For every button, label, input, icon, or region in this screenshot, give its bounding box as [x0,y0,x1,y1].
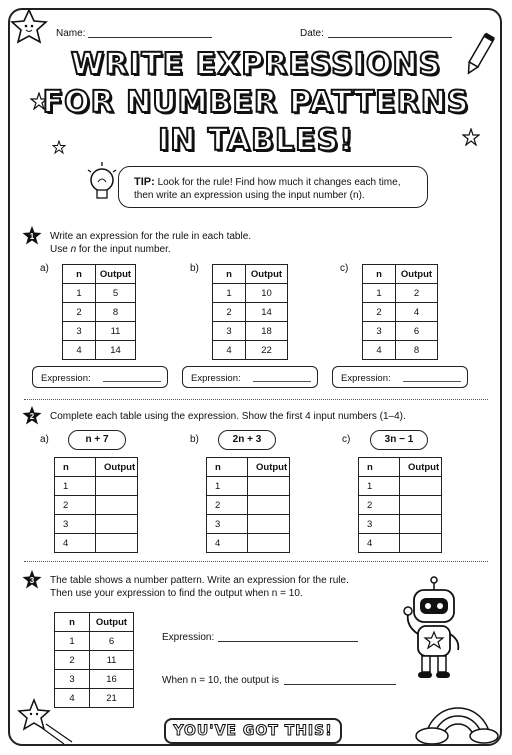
table-row: 2 4 [363,303,438,322]
rainbow-icon [412,688,500,744]
robot-icon [398,576,470,686]
table-row: 4 [55,534,138,553]
answer-cell[interactable] [248,477,290,496]
table-row: 1 [55,477,138,496]
q2-expression-c: 3n − 1 [370,430,428,450]
question-2-badge [22,406,42,426]
q2-table-a-label: a) [40,434,49,445]
expression-label: Expression: [41,373,91,384]
answer-cell[interactable] [400,477,442,496]
q2-table-b [206,457,290,553]
name-label: Name: [56,28,86,39]
star-face-icon [10,8,48,44]
question-1-badge [22,226,42,246]
q2a-header-n: n [55,458,96,477]
q2-table-c [358,457,442,553]
q2-expression-b: 2n + 3 [218,430,276,450]
q1a-header-n: n [63,265,96,284]
tip-line-2: then write an expression using the input number (n). [134,190,365,201]
table-row: 2 8 [63,303,136,322]
question-1-line-1: Write an expression for the rule in each table. [50,231,252,242]
table-row: 1 [207,477,290,496]
table-row: 3 11 [63,322,136,341]
tip-line-1: Look for the rule! Find how much it changes each time, [157,177,401,188]
q2b-header-output: Output [248,458,290,477]
q2-expression-a: n + 7 [68,430,126,450]
q3-when-label: When n = 10, the output is [162,675,280,686]
question-3-line-1: The table shows a number pattern. Write an expression for the rule. [50,575,349,586]
q2c-header-n: n [359,458,400,477]
q2-table-a [54,457,138,553]
table-row: 4 8 [363,341,438,360]
table-row: 2 14 [213,303,288,322]
title-line-3: IN TABLES! [158,123,354,158]
q2-table-b-label: b) [190,434,199,445]
date-field[interactable] [328,27,452,38]
question-1-variable: n [70,244,77,255]
question-1-line-2-pre: Use [50,244,71,255]
question-3-text [50,574,349,600]
q1a-header-output: Output [96,265,136,284]
question-1-text [50,230,251,256]
q1b-header-output: Output [246,265,288,284]
tip-text [134,176,424,202]
table-row: 1 10 [213,284,288,303]
q2c-header-output: Output [400,458,442,477]
q1-expression-c[interactable] [332,366,468,388]
q1-expression-a[interactable] [32,366,168,388]
answer-cell[interactable] [96,534,138,553]
q1-table-c-label: c) [340,263,349,274]
title-line-1: WRITE EXPRESSIONS [70,47,442,82]
q2-table-c-label: c) [342,434,351,445]
q2b-header-n: n [207,458,248,477]
q3-expression-label: Expression: [162,632,215,643]
question-1-line-2-post: for the input number. [76,244,171,255]
table-row: 2 11 [55,651,134,670]
q2a-header-output: Output [96,458,138,477]
q1-table-c [362,264,438,360]
question-2-number: 2 [29,412,35,421]
q3-header-n: n [55,613,90,632]
q1-expression-b[interactable] [182,366,318,388]
shooting-star-icon [16,696,76,746]
q1-table-a-label: a) [40,263,49,274]
table-row: 4 14 [63,341,136,360]
q3-expression-field[interactable] [218,631,358,642]
answer-cell[interactable] [248,534,290,553]
table-row: 3 6 [363,322,438,341]
q1-table-b [212,264,288,360]
question-1-number: 1 [29,232,35,241]
q1b-header-n: n [213,265,246,284]
table-row: 2 [55,496,138,515]
section-divider [24,399,488,400]
question-2-text: Complete each table using the expression. Show the first 4 input numbers (1–4). [50,411,406,422]
section-divider [24,561,488,562]
question-3-number: 3 [29,576,35,585]
q3-table [54,612,134,708]
table-row: 1 6 [55,632,134,651]
table-row: 2 [207,496,290,515]
table-row: 3 16 [55,670,134,689]
question-3-line-2: Then use your expression to find the output when n = 10. [50,588,303,599]
table-row: 1 2 [363,284,438,303]
table-row: 3 [55,515,138,534]
q1c-header-output: Output [396,265,438,284]
table-row: 4 [207,534,290,553]
answer-cell[interactable] [400,496,442,515]
table-row: 1 5 [63,284,136,303]
title-line-2: FOR NUMBER PATTERNS [42,85,470,120]
table-row: 3 [359,515,442,534]
lightbulb-icon [84,160,120,210]
answer-cell[interactable] [400,515,442,534]
question-3-badge [22,570,42,590]
expression-label: Expression: [341,373,391,384]
encouragement-banner: YOU'VE GOT THIS! [164,718,342,744]
expression-label: Expression: [191,373,241,384]
answer-cell[interactable] [248,515,290,534]
q3-header-output: Output [90,613,134,632]
table-row: 3 18 [213,322,288,341]
date-label: Date: [300,28,324,39]
name-field[interactable] [88,27,212,38]
table-row: 2 [359,496,442,515]
q1-table-a [62,264,136,360]
answer-cell[interactable] [96,496,138,515]
table-row: 4 22 [213,341,288,360]
answer-cell[interactable] [96,477,138,496]
tip-label: TIP: [134,176,155,188]
q3-output-field[interactable] [284,674,396,685]
table-row: 4 [359,534,442,553]
q1-table-b-label: b) [190,263,199,274]
answer-cell[interactable] [400,534,442,553]
answer-cell[interactable] [96,515,138,534]
q1c-header-n: n [363,265,396,284]
table-row: 4 21 [55,689,134,708]
table-row: 1 [359,477,442,496]
answer-cell[interactable] [248,496,290,515]
table-row: 3 [207,515,290,534]
